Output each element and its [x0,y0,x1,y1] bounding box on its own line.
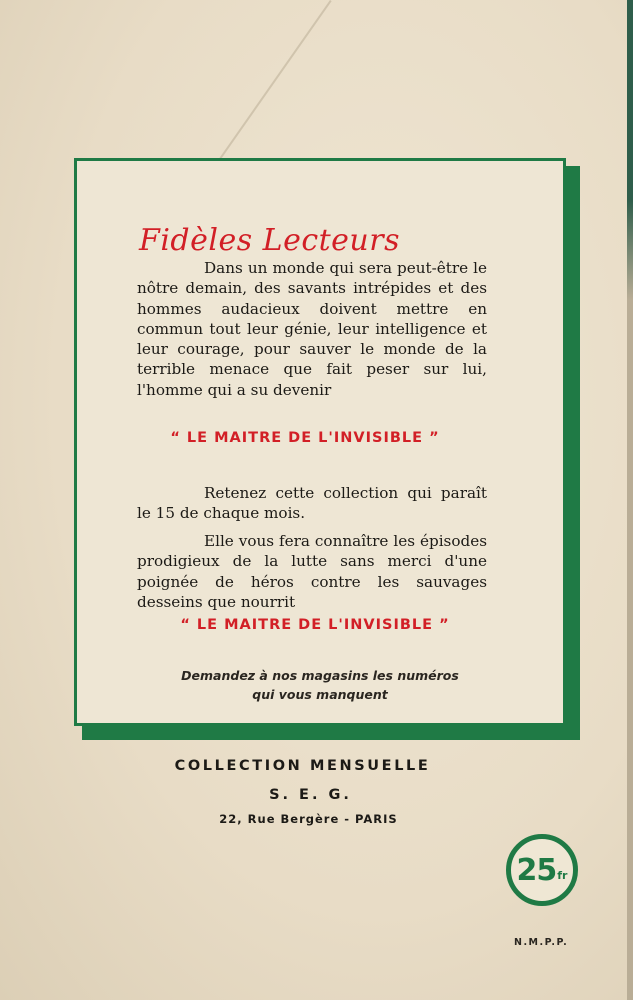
series-title-repeat: “ LE MAITRE DE L'INVISIBLE ” [180,617,450,633]
back-issues-note [77,666,563,704]
notice-heading: Fidèles Lecteurs [139,223,400,258]
episodes-paragraph: Elle vous fera connaître les épisodes prodigieux de la lutte sans merci d'une poignée de héros contre les sauvages desseins que nourrit [137,532,487,611]
price-value: 25 [516,852,557,888]
reader-notice-frame [74,158,566,726]
price-unit: fr [557,868,568,882]
schedule-paragraph: Retenez cette collection qui paraît le 15 de chaque mois. [137,484,487,523]
price-badge [506,834,578,906]
collection-label: COLLECTION MENSUELLE [174,758,431,774]
note-line: qui vous manquent [252,687,388,702]
publisher-address: 22, Rue Bergère - PARIS [219,812,398,826]
publisher-name: S. E. G. [269,787,352,803]
intro-paragraph: Dans un monde qui sera peut-être le nôtre demain, des savants intrépides et des hommes audacieux doivent mettre en commun tout leur génie, leur intelligence et leur courage, pour sauver le monde de la terrible menace que fait peser sur lui, l'homme qui a su devenir [137,259,487,399]
spine-edge [627,0,633,1000]
distributor-mark: N.M.P.P. [514,937,569,948]
series-title: “ LE MAITRE DE L'INVISIBLE ” [170,430,440,446]
note-line: Demandez à nos magasins les numéros [181,668,459,683]
